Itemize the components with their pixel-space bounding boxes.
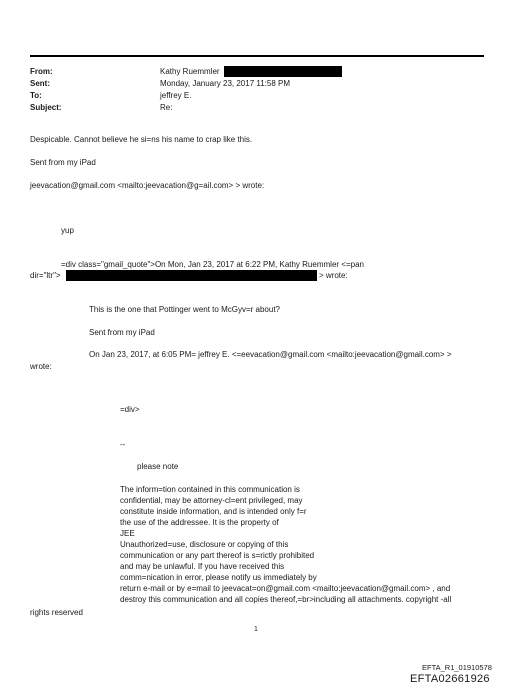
- body-line: =div>: [120, 405, 140, 414]
- body-line: =div class="gmail_quote">On Mon, Jan 23, 2017 at 6:22 PM, Kathy Ruemmler <=pan: [61, 260, 364, 269]
- body-line: Sent from my iPad: [89, 328, 155, 337]
- from-value: Kathy Ruemmler: [160, 67, 220, 76]
- body-line: --: [120, 440, 126, 449]
- body-line: > wrote:: [319, 271, 348, 280]
- sent-label: Sent:: [30, 79, 50, 88]
- sent-value: Monday, January 23, 2017 11:58 PM: [160, 79, 291, 88]
- body-line: Despicable. Cannot believe he si=ns his name to crap like this.: [30, 135, 253, 144]
- redaction-bar: [224, 66, 342, 77]
- notice-line: confidential, may be attorney-cl=ent privileged, may: [120, 496, 303, 505]
- notice-line: destroy this communication and all copies thereof,=br>including all attachments. copyright -all: [120, 595, 452, 604]
- notice-line: constitute inside information, and is intended only f=r: [120, 507, 307, 516]
- body-line: yup: [61, 226, 74, 235]
- body-line: rights reserved: [30, 608, 83, 617]
- body-line: This is the one that Pottinger went to McGyv=r about?: [89, 305, 280, 314]
- subject-value: Re:: [160, 103, 173, 112]
- redaction-bar: [66, 270, 317, 281]
- document-id: EFTA_R1_01910578: [422, 663, 492, 672]
- subject-label: Subject:: [30, 103, 62, 112]
- notice-line: the use of the addressee. It is the property of: [120, 518, 279, 527]
- notice-line: communication or any part thereof is s=rictly prohibited: [120, 551, 315, 560]
- notice-line: comm=nication in error, please notify us immediately by: [120, 573, 317, 582]
- body-line: wrote:: [30, 362, 52, 371]
- notice-line: and may be unlawful. If you have received this: [120, 562, 285, 571]
- body-line: please note: [137, 462, 179, 471]
- notice-line: JEE: [120, 529, 135, 538]
- header-rule: [30, 55, 484, 57]
- to-label: To:: [30, 91, 42, 100]
- document-id: EFTA02661926: [410, 673, 490, 685]
- notice-line: Unauthorized=use, disclosure or copying of this: [120, 540, 289, 549]
- body-line: Sent from my iPad: [30, 158, 96, 167]
- page-number: 1: [254, 626, 258, 633]
- body-line: dir="ltr">: [30, 271, 61, 280]
- notice-line: The inform=tion contained in this communication is: [120, 485, 300, 494]
- from-label: From:: [30, 67, 53, 76]
- body-line: jeevacation@gmail.com <mailto:jeevacation@g=ail.com> > wrote:: [30, 181, 265, 190]
- notice-line: return e-mail or by e=mail to jeevacat=on@gmail.com <mailto:jeevacation@gmail.com> , and: [120, 584, 451, 593]
- to-value: jeffrey E.: [160, 91, 192, 100]
- body-line: On Jan 23, 2017, at 6:05 PM= jeffrey E. <=eevacation@gmail.com <mailto:jeevacation@gmail.com> >: [89, 350, 452, 359]
